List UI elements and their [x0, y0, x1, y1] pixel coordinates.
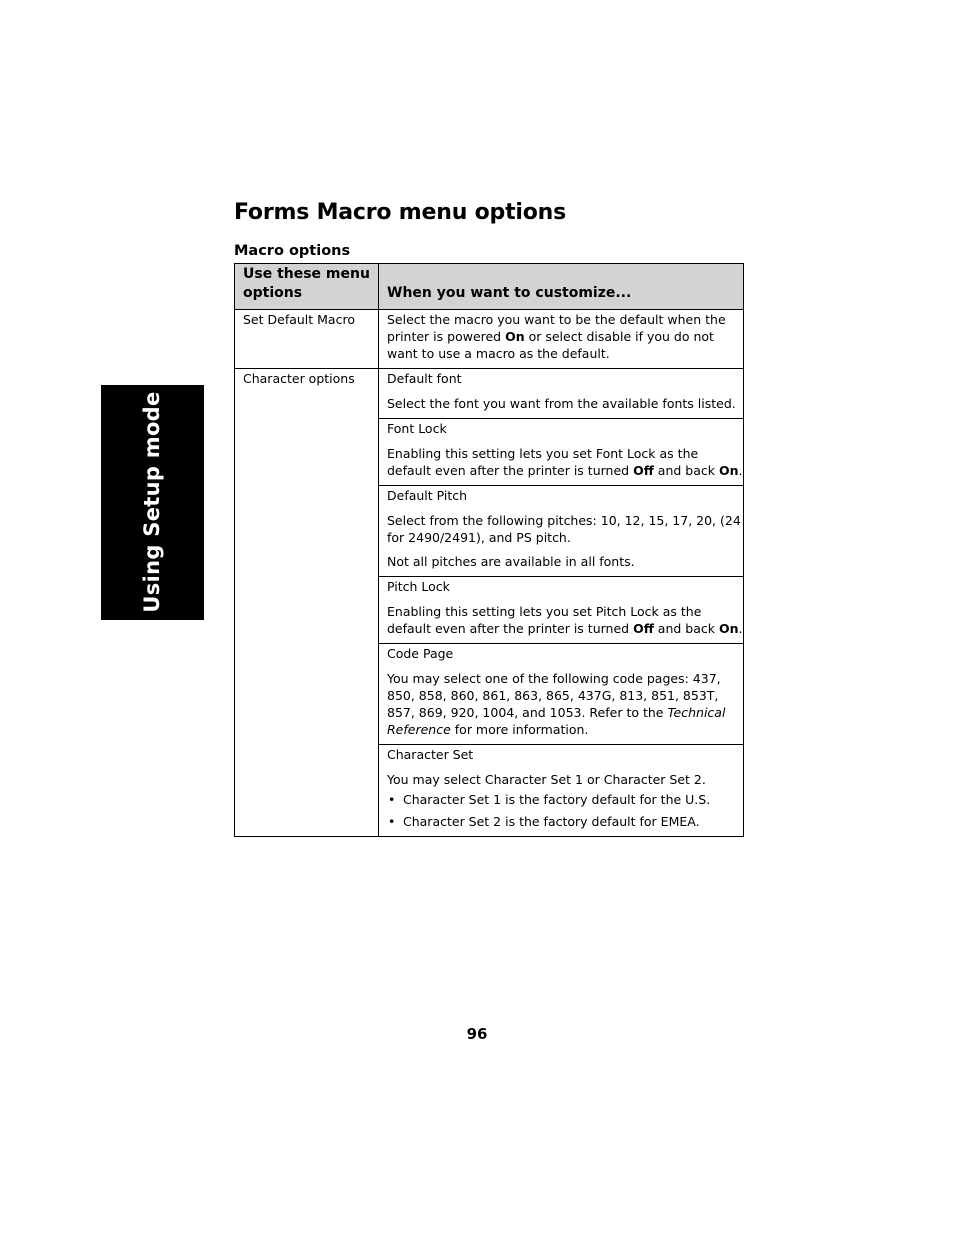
- suboption-note: Not all pitches are available in all fonts.: [387, 554, 635, 569]
- emphasis-text: Off: [633, 621, 654, 636]
- suboption-description: Select from the following pitches: 10, 12, 15, 17, 20, (24 for 2490/2491), and PS pitch.: [387, 513, 741, 545]
- description-text: .: [738, 463, 743, 478]
- header-menu-options: Use these menu options: [235, 264, 379, 310]
- emphasis-text: On: [718, 463, 739, 478]
- bullet-list: [387, 791, 743, 830]
- reference-title: Technical Reference: [387, 705, 726, 737]
- header-customize: When you want to customize...: [379, 264, 744, 310]
- option-name: Set Default Macro: [235, 310, 379, 369]
- suboption-title: Pitch Lock: [387, 579, 450, 594]
- description-text: Enabling this setting lets you set Pitch Lock as the default even after the printer is turned: [387, 604, 702, 636]
- description-text: for more information.: [450, 722, 589, 737]
- suboption-description: [387, 603, 743, 637]
- suboption-title: Font Lock: [387, 421, 447, 436]
- page-title: Forms Macro menu options: [234, 200, 566, 225]
- description-text: Select the macro you want to be the default when the printer is powered: [387, 312, 726, 344]
- description-text: or select disable if you do not want to use a macro as the default.: [387, 329, 714, 361]
- suboption-title: Default font: [387, 371, 462, 386]
- suboption-description: [387, 445, 743, 479]
- suboption-description: [387, 670, 743, 738]
- suboption-cell: [379, 577, 744, 644]
- description-text: .: [738, 621, 743, 636]
- suboption-cell: [379, 419, 744, 486]
- suboption-description: You may select Character Set 1 or Character Set 2.: [387, 772, 706, 787]
- option-name: Character options: [235, 369, 379, 837]
- suboption-title: Code Page: [387, 646, 454, 661]
- table-header-row: [235, 264, 744, 310]
- page-number: 96: [466, 1025, 488, 1043]
- chapter-side-tab-label: Using Setup mode: [140, 391, 164, 613]
- suboption-cell: [379, 369, 744, 419]
- suboption-cell: [379, 745, 744, 837]
- description-text: and back: [653, 463, 719, 478]
- chapter-side-tab: [101, 385, 204, 620]
- suboption-cell: [379, 644, 744, 745]
- list-item: • Character Set 1 is the factory default for the U.S.: [387, 791, 743, 808]
- description-text: You may select one of the following code pages: 437, 850, 858, 860, 861, 863, 865, 437G, 813, 851, 853T, 857, 869, 920, 1004, and 1053. Refer to the: [387, 671, 721, 720]
- table-row: [235, 310, 744, 369]
- emphasis-text: Off: [633, 463, 654, 478]
- suboption-description: Select the font you want from the available fonts listed.: [387, 396, 736, 411]
- emphasis-text: On: [505, 329, 525, 344]
- section-title: Macro options: [234, 243, 351, 259]
- description-text: Enabling this setting lets you set Font Lock as the default even after the printer is turned: [387, 446, 699, 478]
- option-description: [379, 310, 744, 369]
- table-row: [235, 369, 744, 419]
- emphasis-text: On: [718, 621, 739, 636]
- suboption-title: Default Pitch: [387, 488, 468, 503]
- suboption-title: Character Set: [387, 747, 474, 762]
- description-text: and back: [653, 621, 719, 636]
- suboption-cell: [379, 486, 744, 577]
- macro-options-table: [234, 263, 744, 837]
- list-item: • Character Set 2 is the factory default for EMEA.: [387, 813, 743, 830]
